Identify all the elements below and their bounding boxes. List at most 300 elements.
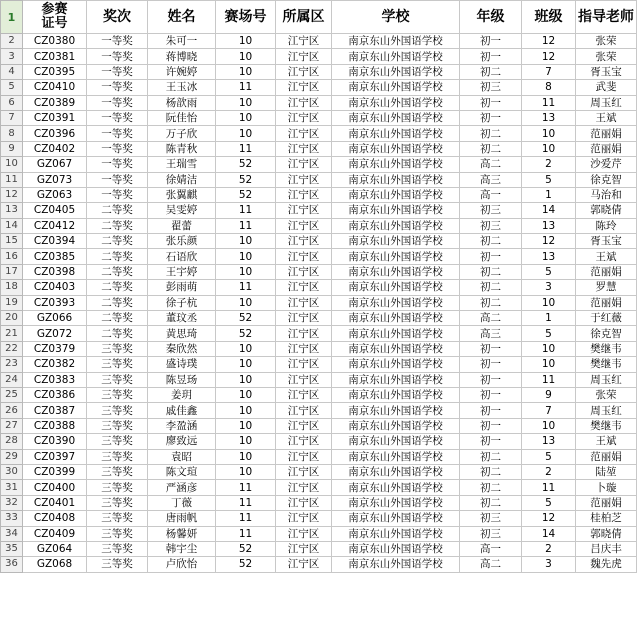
cell-award[interactable]: 三等奖 <box>87 403 148 418</box>
cell-id[interactable]: CZ0399 <box>23 464 87 479</box>
cell-school[interactable]: 南京东山外国语学校 <box>332 372 460 387</box>
cell-class[interactable]: 5 <box>522 495 576 510</box>
header-grade[interactable]: 年级 <box>460 1 522 34</box>
cell-district[interactable]: 江宁区 <box>276 172 332 187</box>
cell-name[interactable]: 翟蕾 <box>148 218 216 233</box>
cell-id[interactable]: CZ0401 <box>23 495 87 510</box>
cell-class[interactable]: 7 <box>522 403 576 418</box>
cell-grade[interactable]: 初二 <box>460 449 522 464</box>
cell-class[interactable]: 13 <box>522 110 576 125</box>
cell-teacher[interactable]: 范丽娟 <box>576 264 637 279</box>
cell-school[interactable]: 南京东山外国语学校 <box>332 203 460 218</box>
cell-district[interactable]: 江宁区 <box>276 234 332 249</box>
cell-school[interactable]: 南京东山外国语学校 <box>332 80 460 95</box>
cell-award[interactable]: 一等奖 <box>87 157 148 172</box>
cell-school[interactable]: 南京东山外国语学校 <box>332 172 460 187</box>
cell-district[interactable]: 江宁区 <box>276 187 332 202</box>
cell-room[interactable]: 10 <box>216 126 276 141</box>
header-room[interactable]: 赛场号 <box>216 1 276 34</box>
cell-class[interactable]: 5 <box>522 326 576 341</box>
cell-award[interactable]: 二等奖 <box>87 311 148 326</box>
cell-district[interactable]: 江宁区 <box>276 311 332 326</box>
cell-name[interactable]: 王玉冰 <box>148 80 216 95</box>
cell-class[interactable]: 11 <box>522 480 576 495</box>
cell-school[interactable]: 南京东山外国语学校 <box>332 526 460 541</box>
row-number[interactable]: 5 <box>1 80 23 95</box>
cell-district[interactable]: 江宁区 <box>276 49 332 64</box>
cell-grade[interactable]: 初二 <box>460 234 522 249</box>
cell-name[interactable]: 王瑞雪 <box>148 157 216 172</box>
cell-class[interactable]: 2 <box>522 541 576 556</box>
row-number-header[interactable]: 1 <box>1 1 23 34</box>
cell-id[interactable]: CZ0403 <box>23 280 87 295</box>
cell-award[interactable]: 二等奖 <box>87 264 148 279</box>
cell-class[interactable]: 7 <box>522 64 576 79</box>
cell-teacher[interactable]: 张荣 <box>576 34 637 49</box>
row-number[interactable]: 27 <box>1 418 23 433</box>
cell-id[interactable]: CZ0391 <box>23 110 87 125</box>
cell-award[interactable]: 三等奖 <box>87 449 148 464</box>
cell-district[interactable]: 江宁区 <box>276 280 332 295</box>
cell-name[interactable]: 许婉婷 <box>148 64 216 79</box>
cell-name[interactable]: 石语欣 <box>148 249 216 264</box>
cell-id[interactable]: CZ0389 <box>23 95 87 110</box>
row-number[interactable]: 3 <box>1 49 23 64</box>
header-teacher[interactable]: 指导老师 <box>576 1 637 34</box>
header-award[interactable]: 奖次 <box>87 1 148 34</box>
row-number[interactable]: 12 <box>1 187 23 202</box>
row-number[interactable]: 6 <box>1 95 23 110</box>
cell-room[interactable]: 10 <box>216 34 276 49</box>
cell-name[interactable]: 徐婧洁 <box>148 172 216 187</box>
cell-award[interactable]: 二等奖 <box>87 218 148 233</box>
cell-award[interactable]: 三等奖 <box>87 357 148 372</box>
cell-grade[interactable]: 初一 <box>460 372 522 387</box>
cell-class[interactable]: 3 <box>522 280 576 295</box>
cell-teacher[interactable]: 徐克智 <box>576 172 637 187</box>
cell-grade[interactable]: 初三 <box>460 218 522 233</box>
cell-district[interactable]: 江宁区 <box>276 326 332 341</box>
cell-award[interactable]: 二等奖 <box>87 326 148 341</box>
cell-district[interactable]: 江宁区 <box>276 557 332 572</box>
cell-teacher[interactable]: 王斌 <box>576 110 637 125</box>
cell-teacher[interactable]: 马治和 <box>576 187 637 202</box>
cell-award[interactable]: 一等奖 <box>87 110 148 125</box>
row-number[interactable]: 24 <box>1 372 23 387</box>
cell-name[interactable]: 卢欣怡 <box>148 557 216 572</box>
cell-room[interactable]: 10 <box>216 403 276 418</box>
cell-teacher[interactable]: 卜璇 <box>576 480 637 495</box>
cell-name[interactable]: 黄思琦 <box>148 326 216 341</box>
cell-name[interactable]: 袁昭 <box>148 449 216 464</box>
cell-room[interactable]: 52 <box>216 311 276 326</box>
cell-id[interactable]: CZ0393 <box>23 295 87 310</box>
cell-teacher[interactable]: 胥玉宝 <box>576 234 637 249</box>
cell-room[interactable]: 10 <box>216 264 276 279</box>
cell-district[interactable]: 江宁区 <box>276 95 332 110</box>
cell-school[interactable]: 南京东山外国语学校 <box>332 464 460 479</box>
cell-room[interactable]: 10 <box>216 249 276 264</box>
cell-room[interactable]: 10 <box>216 464 276 479</box>
row-number[interactable]: 22 <box>1 341 23 356</box>
header-school[interactable]: 学校 <box>332 1 460 34</box>
cell-class[interactable]: 8 <box>522 80 576 95</box>
cell-id[interactable]: GZ064 <box>23 541 87 556</box>
cell-award[interactable]: 三等奖 <box>87 418 148 433</box>
cell-class[interactable]: 10 <box>522 357 576 372</box>
cell-district[interactable]: 江宁区 <box>276 64 332 79</box>
cell-id[interactable]: CZ0385 <box>23 249 87 264</box>
cell-school[interactable]: 南京东山外国语学校 <box>332 218 460 233</box>
cell-teacher[interactable]: 周玉红 <box>576 403 637 418</box>
cell-grade[interactable]: 初二 <box>460 495 522 510</box>
cell-grade[interactable]: 初一 <box>460 434 522 449</box>
cell-name[interactable]: 陈昱玚 <box>148 372 216 387</box>
cell-district[interactable]: 江宁区 <box>276 249 332 264</box>
cell-teacher[interactable]: 罗慧 <box>576 280 637 295</box>
cell-id[interactable]: CZ0386 <box>23 387 87 402</box>
cell-id[interactable]: GZ068 <box>23 557 87 572</box>
cell-grade[interactable]: 初一 <box>460 95 522 110</box>
cell-room[interactable]: 10 <box>216 234 276 249</box>
cell-school[interactable]: 南京东山外国语学校 <box>332 295 460 310</box>
cell-teacher[interactable]: 胥玉宝 <box>576 64 637 79</box>
row-number[interactable]: 7 <box>1 110 23 125</box>
cell-room[interactable]: 11 <box>216 80 276 95</box>
cell-teacher[interactable]: 于红薇 <box>576 311 637 326</box>
cell-room[interactable]: 10 <box>216 418 276 433</box>
cell-name[interactable]: 万子欣 <box>148 126 216 141</box>
cell-award[interactable]: 三等奖 <box>87 480 148 495</box>
cell-teacher[interactable]: 范丽娟 <box>576 449 637 464</box>
cell-room[interactable]: 11 <box>216 526 276 541</box>
cell-school[interactable]: 南京东山外国语学校 <box>332 234 460 249</box>
cell-district[interactable]: 江宁区 <box>276 403 332 418</box>
cell-school[interactable]: 南京东山外国语学校 <box>332 434 460 449</box>
cell-teacher[interactable]: 范丽娟 <box>576 126 637 141</box>
cell-teacher[interactable]: 魏先虎 <box>576 557 637 572</box>
cell-grade[interactable]: 初二 <box>460 141 522 156</box>
cell-name[interactable]: 张乐颜 <box>148 234 216 249</box>
cell-grade[interactable]: 初二 <box>460 64 522 79</box>
cell-id[interactable]: CZ0394 <box>23 234 87 249</box>
cell-name[interactable]: 蒋博晓 <box>148 49 216 64</box>
row-number[interactable]: 15 <box>1 234 23 249</box>
cell-room[interactable]: 10 <box>216 357 276 372</box>
cell-district[interactable]: 江宁区 <box>276 295 332 310</box>
cell-district[interactable]: 江宁区 <box>276 218 332 233</box>
row-number[interactable]: 9 <box>1 141 23 156</box>
cell-district[interactable]: 江宁区 <box>276 264 332 279</box>
cell-award[interactable]: 一等奖 <box>87 34 148 49</box>
cell-teacher[interactable]: 樊继韦 <box>576 357 637 372</box>
header-name[interactable]: 姓名 <box>148 1 216 34</box>
cell-school[interactable]: 南京东山外国语学校 <box>332 280 460 295</box>
cell-class[interactable]: 3 <box>522 557 576 572</box>
cell-id[interactable]: CZ0397 <box>23 449 87 464</box>
cell-teacher[interactable]: 范丽娟 <box>576 495 637 510</box>
cell-name[interactable]: 李盈涵 <box>148 418 216 433</box>
cell-teacher[interactable]: 王斌 <box>576 434 637 449</box>
cell-class[interactable]: 10 <box>522 341 576 356</box>
row-number[interactable]: 13 <box>1 203 23 218</box>
cell-award[interactable]: 二等奖 <box>87 295 148 310</box>
cell-room[interactable]: 11 <box>216 203 276 218</box>
cell-id[interactable]: CZ0396 <box>23 126 87 141</box>
cell-grade[interactable]: 初三 <box>460 511 522 526</box>
cell-school[interactable]: 南京东山外国语学校 <box>332 49 460 64</box>
cell-name[interactable]: 张翼麒 <box>148 187 216 202</box>
cell-id[interactable]: GZ072 <box>23 326 87 341</box>
cell-grade[interactable]: 高三 <box>460 172 522 187</box>
cell-award[interactable]: 一等奖 <box>87 172 148 187</box>
cell-name[interactable]: 盛诗璞 <box>148 357 216 372</box>
cell-school[interactable]: 南京东山外国语学校 <box>332 449 460 464</box>
row-number[interactable]: 26 <box>1 403 23 418</box>
cell-district[interactable]: 江宁区 <box>276 357 332 372</box>
cell-id[interactable]: CZ0412 <box>23 218 87 233</box>
cell-name[interactable]: 秦欣然 <box>148 341 216 356</box>
row-number[interactable]: 28 <box>1 434 23 449</box>
cell-id[interactable]: CZ0381 <box>23 49 87 64</box>
cell-room[interactable]: 11 <box>216 280 276 295</box>
cell-room[interactable]: 11 <box>216 511 276 526</box>
cell-room[interactable]: 52 <box>216 157 276 172</box>
row-number[interactable]: 2 <box>1 34 23 49</box>
row-number[interactable]: 10 <box>1 157 23 172</box>
cell-award[interactable]: 三等奖 <box>87 372 148 387</box>
cell-grade[interactable]: 初一 <box>460 387 522 402</box>
cell-room[interactable]: 11 <box>216 480 276 495</box>
cell-name[interactable]: 朱可一 <box>148 34 216 49</box>
row-number[interactable]: 36 <box>1 557 23 572</box>
cell-id[interactable]: CZ0383 <box>23 372 87 387</box>
cell-school[interactable]: 南京东山外国语学校 <box>332 110 460 125</box>
row-number[interactable]: 23 <box>1 357 23 372</box>
cell-teacher[interactable]: 樊继韦 <box>576 341 637 356</box>
cell-award[interactable]: 三等奖 <box>87 387 148 402</box>
cell-award[interactable]: 二等奖 <box>87 280 148 295</box>
cell-id[interactable]: GZ067 <box>23 157 87 172</box>
cell-district[interactable]: 江宁区 <box>276 372 332 387</box>
cell-district[interactable]: 江宁区 <box>276 418 332 433</box>
header-id[interactable] <box>23 1 87 34</box>
row-number[interactable]: 25 <box>1 387 23 402</box>
cell-teacher[interactable]: 张荣 <box>576 387 637 402</box>
cell-school[interactable]: 南京东山外国语学校 <box>332 326 460 341</box>
cell-id[interactable]: CZ0402 <box>23 141 87 156</box>
cell-teacher[interactable]: 范丽娟 <box>576 141 637 156</box>
cell-room[interactable]: 10 <box>216 341 276 356</box>
cell-teacher[interactable]: 王斌 <box>576 249 637 264</box>
cell-teacher[interactable]: 桂柏芝 <box>576 511 637 526</box>
row-number[interactable]: 14 <box>1 218 23 233</box>
cell-school[interactable]: 南京东山外国语学校 <box>332 311 460 326</box>
cell-class[interactable]: 11 <box>522 95 576 110</box>
cell-name[interactable]: 唐雨帆 <box>148 511 216 526</box>
cell-grade[interactable]: 初二 <box>460 480 522 495</box>
cell-id[interactable]: CZ0379 <box>23 341 87 356</box>
cell-id[interactable]: CZ0382 <box>23 357 87 372</box>
cell-name[interactable]: 严涵彦 <box>148 480 216 495</box>
cell-class[interactable]: 12 <box>522 49 576 64</box>
cell-school[interactable]: 南京东山外国语学校 <box>332 557 460 572</box>
cell-district[interactable]: 江宁区 <box>276 511 332 526</box>
cell-grade[interactable]: 初一 <box>460 49 522 64</box>
row-number[interactable]: 29 <box>1 449 23 464</box>
cell-room[interactable]: 10 <box>216 387 276 402</box>
row-number[interactable]: 11 <box>1 172 23 187</box>
cell-school[interactable]: 南京东山外国语学校 <box>332 126 460 141</box>
cell-room[interactable]: 10 <box>216 95 276 110</box>
cell-grade[interactable]: 初一 <box>460 341 522 356</box>
cell-teacher[interactable]: 吕庆丰 <box>576 541 637 556</box>
cell-class[interactable]: 14 <box>522 526 576 541</box>
cell-school[interactable]: 南京东山外国语学校 <box>332 511 460 526</box>
cell-school[interactable]: 南京东山外国语学校 <box>332 418 460 433</box>
cell-teacher[interactable]: 周玉红 <box>576 95 637 110</box>
cell-district[interactable]: 江宁区 <box>276 464 332 479</box>
cell-district[interactable]: 江宁区 <box>276 526 332 541</box>
cell-room[interactable]: 10 <box>216 110 276 125</box>
cell-grade[interactable]: 初二 <box>460 264 522 279</box>
cell-teacher[interactable]: 范丽娟 <box>576 295 637 310</box>
row-number[interactable]: 30 <box>1 464 23 479</box>
row-number[interactable]: 34 <box>1 526 23 541</box>
cell-class[interactable]: 2 <box>522 157 576 172</box>
cell-award[interactable]: 三等奖 <box>87 341 148 356</box>
cell-room[interactable]: 52 <box>216 557 276 572</box>
cell-name[interactable]: 姜玥 <box>148 387 216 402</box>
cell-grade[interactable]: 高二 <box>460 557 522 572</box>
cell-school[interactable]: 南京东山外国语学校 <box>332 157 460 172</box>
cell-school[interactable]: 南京东山外国语学校 <box>332 95 460 110</box>
cell-grade[interactable]: 初一 <box>460 403 522 418</box>
row-number[interactable]: 8 <box>1 126 23 141</box>
cell-class[interactable]: 9 <box>522 387 576 402</box>
cell-school[interactable]: 南京东山外国语学校 <box>332 141 460 156</box>
cell-grade[interactable]: 高二 <box>460 157 522 172</box>
cell-grade[interactable]: 初三 <box>460 526 522 541</box>
cell-class[interactable]: 10 <box>522 126 576 141</box>
cell-district[interactable]: 江宁区 <box>276 126 332 141</box>
cell-school[interactable]: 南京东山外国语学校 <box>332 264 460 279</box>
cell-teacher[interactable]: 樊继韦 <box>576 418 637 433</box>
cell-award[interactable]: 三等奖 <box>87 434 148 449</box>
cell-class[interactable]: 13 <box>522 249 576 264</box>
cell-name[interactable]: 廖致远 <box>148 434 216 449</box>
cell-district[interactable]: 江宁区 <box>276 541 332 556</box>
cell-grade[interactable]: 初一 <box>460 357 522 372</box>
cell-school[interactable]: 南京东山外国语学校 <box>332 187 460 202</box>
cell-district[interactable]: 江宁区 <box>276 341 332 356</box>
row-number[interactable]: 17 <box>1 264 23 279</box>
cell-grade[interactable]: 初一 <box>460 34 522 49</box>
cell-id[interactable]: CZ0398 <box>23 264 87 279</box>
cell-name[interactable]: 杨歆雨 <box>148 95 216 110</box>
cell-room[interactable]: 52 <box>216 187 276 202</box>
cell-name[interactable]: 吴雯婷 <box>148 203 216 218</box>
cell-name[interactable]: 徐子杭 <box>148 295 216 310</box>
cell-award[interactable]: 三等奖 <box>87 557 148 572</box>
cell-grade[interactable]: 初二 <box>460 126 522 141</box>
cell-school[interactable]: 南京东山外国语学校 <box>332 387 460 402</box>
cell-class[interactable]: 12 <box>522 511 576 526</box>
cell-school[interactable]: 南京东山外国语学校 <box>332 403 460 418</box>
cell-award[interactable]: 三等奖 <box>87 541 148 556</box>
cell-class[interactable]: 10 <box>522 418 576 433</box>
cell-name[interactable]: 戚佳鑫 <box>148 403 216 418</box>
cell-district[interactable]: 江宁区 <box>276 449 332 464</box>
cell-award[interactable]: 三等奖 <box>87 511 148 526</box>
row-number[interactable]: 32 <box>1 495 23 510</box>
cell-room[interactable]: 10 <box>216 295 276 310</box>
row-number[interactable]: 18 <box>1 280 23 295</box>
cell-teacher[interactable]: 陆堃 <box>576 464 637 479</box>
cell-district[interactable]: 江宁区 <box>276 34 332 49</box>
cell-grade[interactable]: 高一 <box>460 541 522 556</box>
cell-grade[interactable]: 初一 <box>460 249 522 264</box>
cell-name[interactable]: 阮佳怡 <box>148 110 216 125</box>
cell-district[interactable]: 江宁区 <box>276 495 332 510</box>
cell-id[interactable]: CZ0409 <box>23 526 87 541</box>
cell-grade[interactable]: 初二 <box>460 295 522 310</box>
cell-room[interactable]: 11 <box>216 141 276 156</box>
cell-class[interactable]: 12 <box>522 34 576 49</box>
cell-room[interactable]: 10 <box>216 49 276 64</box>
cell-name[interactable]: 董玟丞 <box>148 311 216 326</box>
cell-room[interactable]: 52 <box>216 541 276 556</box>
cell-room[interactable]: 10 <box>216 449 276 464</box>
cell-district[interactable]: 江宁区 <box>276 157 332 172</box>
cell-school[interactable]: 南京东山外国语学校 <box>332 249 460 264</box>
cell-district[interactable]: 江宁区 <box>276 387 332 402</box>
cell-teacher[interactable]: 郭晓倩 <box>576 526 637 541</box>
cell-room[interactable]: 10 <box>216 64 276 79</box>
cell-grade[interactable]: 初三 <box>460 80 522 95</box>
cell-id[interactable]: CZ0410 <box>23 80 87 95</box>
cell-school[interactable]: 南京东山外国语学校 <box>332 357 460 372</box>
cell-room[interactable]: 52 <box>216 326 276 341</box>
cell-class[interactable]: 10 <box>522 295 576 310</box>
header-district[interactable]: 所属区 <box>276 1 332 34</box>
cell-teacher[interactable]: 武斐 <box>576 80 637 95</box>
row-number[interactable]: 33 <box>1 511 23 526</box>
header-class[interactable]: 班级 <box>522 1 576 34</box>
cell-award[interactable]: 二等奖 <box>87 203 148 218</box>
cell-school[interactable]: 南京东山外国语学校 <box>332 541 460 556</box>
cell-award[interactable]: 一等奖 <box>87 95 148 110</box>
cell-district[interactable]: 江宁区 <box>276 203 332 218</box>
cell-teacher[interactable]: 张荣 <box>576 49 637 64</box>
cell-school[interactable]: 南京东山外国语学校 <box>332 34 460 49</box>
cell-id[interactable]: CZ0400 <box>23 480 87 495</box>
cell-teacher[interactable]: 周玉红 <box>576 372 637 387</box>
cell-award[interactable]: 一等奖 <box>87 80 148 95</box>
cell-id[interactable]: GZ073 <box>23 172 87 187</box>
cell-grade[interactable]: 高二 <box>460 311 522 326</box>
cell-name[interactable]: 陈文瑄 <box>148 464 216 479</box>
cell-class[interactable]: 5 <box>522 172 576 187</box>
cell-award[interactable]: 三等奖 <box>87 495 148 510</box>
cell-class[interactable]: 5 <box>522 264 576 279</box>
cell-class[interactable]: 13 <box>522 434 576 449</box>
cell-school[interactable]: 南京东山外国语学校 <box>332 480 460 495</box>
cell-name[interactable]: 杨馨妍 <box>148 526 216 541</box>
cell-id[interactable]: CZ0408 <box>23 511 87 526</box>
cell-award[interactable]: 三等奖 <box>87 464 148 479</box>
cell-school[interactable]: 南京东山外国语学校 <box>332 64 460 79</box>
